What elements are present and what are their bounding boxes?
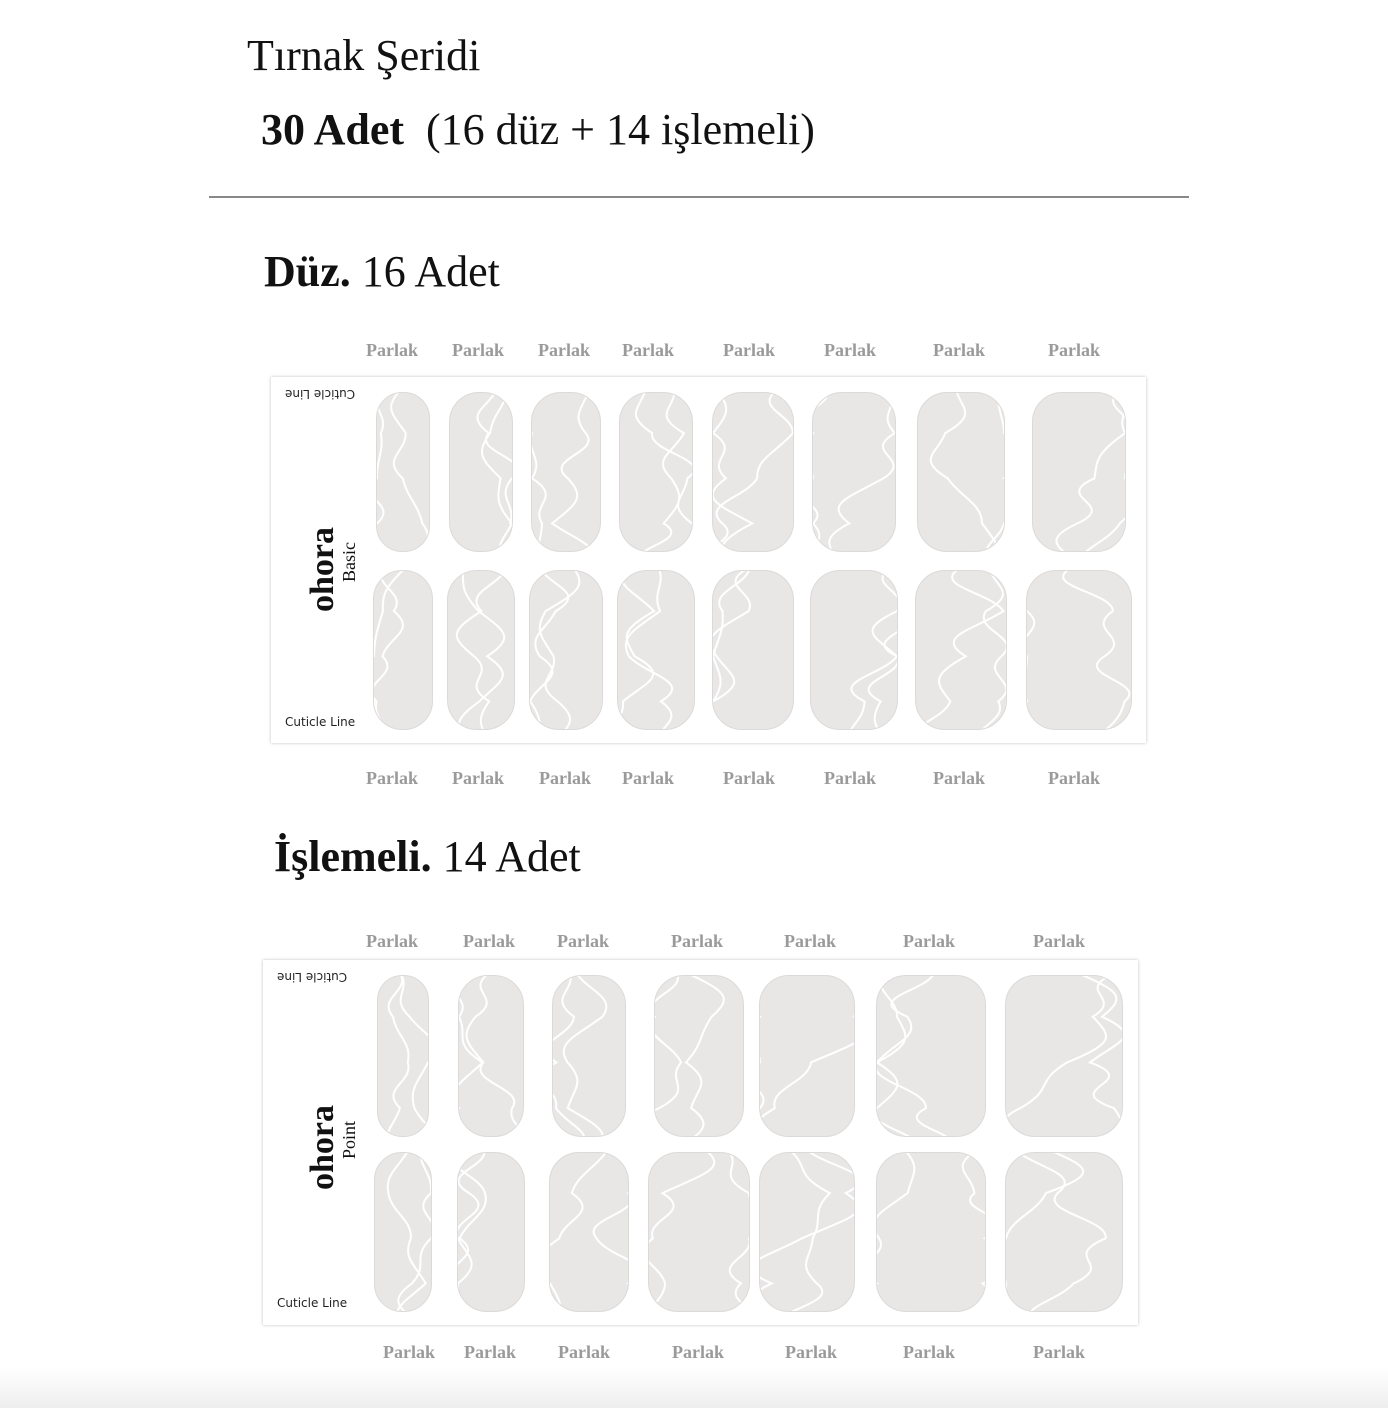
nail-sheet-basic <box>271 377 1146 743</box>
nail-sticker <box>457 1152 525 1312</box>
section-pattern-title <box>274 832 581 881</box>
nail-sticker <box>373 570 433 730</box>
nail-sticker <box>449 392 513 552</box>
finish-label: Parlak <box>933 340 985 360</box>
nail-sticker <box>1005 1152 1123 1312</box>
nail-sticker <box>810 570 898 730</box>
nail-sticker <box>1026 570 1132 730</box>
nail-sticker <box>1032 392 1126 552</box>
finish-label: Parlak <box>366 768 418 788</box>
finish-label: Parlak <box>463 931 515 951</box>
finish-label: Parlak <box>1048 768 1100 788</box>
finish-label: Parlak <box>366 931 418 951</box>
nail-sticker <box>876 1152 986 1312</box>
section-plain-title <box>264 247 500 296</box>
total-count-bold: 30 Adet <box>261 105 404 154</box>
nail-sticker <box>648 1152 750 1312</box>
nail-sticker <box>812 392 896 552</box>
finish-label: Parlak <box>903 1342 955 1362</box>
section-plain-title-bold: Düz. <box>264 247 351 296</box>
finish-label: Parlak <box>383 1342 435 1362</box>
bottom-fade <box>0 1368 1388 1408</box>
section-pattern-count: 14 Adet <box>442 832 581 881</box>
cuticle-line-bottom: Cuticle Line <box>277 1296 348 1310</box>
cuticle-line-top: Cuticle Line <box>285 387 356 401</box>
total-count <box>261 105 815 154</box>
nail-sticker <box>458 975 524 1137</box>
finish-label: Parlak <box>671 931 723 951</box>
header-title: Tırnak Şeridi <box>247 31 481 80</box>
divider <box>209 196 1189 198</box>
finish-label: Parlak <box>723 340 775 360</box>
finish-label: Parlak <box>824 768 876 788</box>
nail-sticker <box>1005 975 1123 1137</box>
nail-sticker <box>654 975 744 1137</box>
cuticle-line-top: Cuticle Line <box>277 970 348 984</box>
finish-label: Parlak <box>903 931 955 951</box>
nail-sticker <box>759 975 855 1137</box>
nail-sticker <box>549 1152 629 1312</box>
nail-sticker <box>374 1152 432 1312</box>
finish-label: Parlak <box>672 1342 724 1362</box>
finish-label: Parlak <box>824 340 876 360</box>
nail-sticker <box>619 392 693 552</box>
nail-sticker <box>376 392 430 552</box>
finish-label: Parlak <box>784 931 836 951</box>
section-pattern-title-bold: İşlemeli. <box>274 832 432 881</box>
finish-label: Parlak <box>538 340 590 360</box>
nail-sticker <box>917 392 1005 552</box>
nail-sticker <box>552 975 626 1137</box>
nail-sticker <box>377 975 429 1137</box>
cuticle-line-bottom: Cuticle Line <box>285 715 356 729</box>
nail-sticker <box>617 570 695 730</box>
nail-sticker <box>447 570 515 730</box>
finish-label: Parlak <box>1048 340 1100 360</box>
brand-logo: ohora Point <box>304 1105 359 1190</box>
nail-sticker <box>529 570 603 730</box>
nail-sticker <box>759 1152 855 1312</box>
finish-label: Parlak <box>1033 931 1085 951</box>
finish-label: Parlak <box>1033 1342 1085 1362</box>
nail-sticker <box>915 570 1007 730</box>
finish-label: Parlak <box>723 768 775 788</box>
finish-label: Parlak <box>452 340 504 360</box>
total-count-detail: (16 düz + 14 işlemeli) <box>426 105 815 154</box>
nail-sheet-point <box>263 960 1138 1325</box>
nail-sticker <box>531 392 601 552</box>
nail-sticker <box>712 570 794 730</box>
finish-label: Parlak <box>557 931 609 951</box>
finish-label: Parlak <box>452 768 504 788</box>
finish-label: Parlak <box>366 340 418 360</box>
nail-sticker <box>712 392 794 552</box>
finish-label: Parlak <box>622 340 674 360</box>
brand-logo: ohora Basic <box>304 527 359 612</box>
finish-label: Parlak <box>464 1342 516 1362</box>
finish-label: Parlak <box>539 768 591 788</box>
finish-label: Parlak <box>622 768 674 788</box>
finish-label: Parlak <box>558 1342 610 1362</box>
finish-label: Parlak <box>785 1342 837 1362</box>
finish-label: Parlak <box>933 768 985 788</box>
section-plain-count: 16 Adet <box>361 247 500 296</box>
nail-sticker <box>876 975 986 1137</box>
